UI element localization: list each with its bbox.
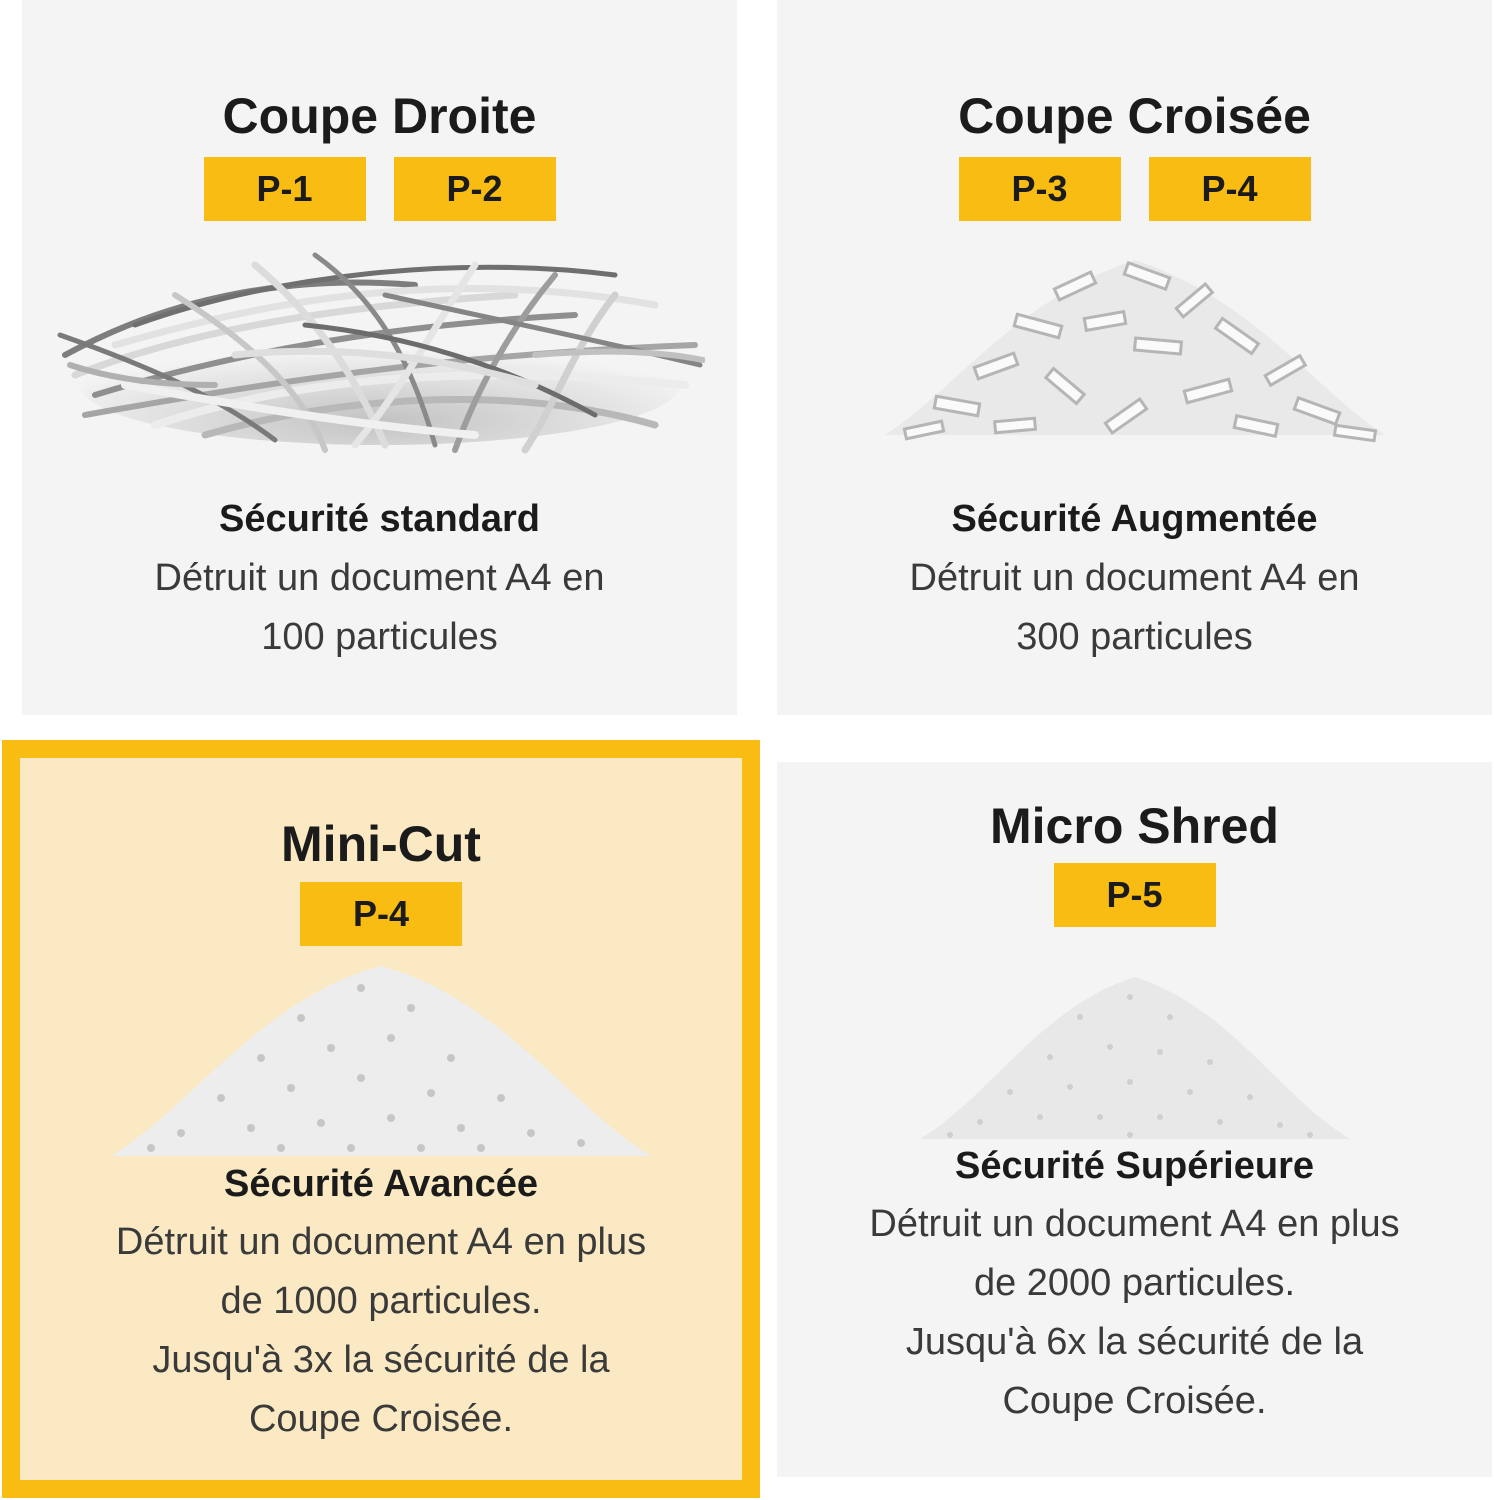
badge-p2: P-2	[394, 157, 556, 221]
description-line: Coupe Croisée.	[1002, 1380, 1267, 1422]
badge-p4: P-4	[300, 882, 462, 946]
description-line: 100 particules	[261, 616, 498, 658]
security-label: Sécurité Supérieure	[954, 1145, 1315, 1187]
security-label: Sécurité Avancée	[223, 1163, 539, 1205]
description	[20, 1213, 742, 1449]
description-line: Jusqu'à 6x la sécurité de la	[905, 1321, 1364, 1363]
card-title: Coupe Droite	[222, 88, 537, 144]
description-line: Détruit un document A4 en plus	[115, 1221, 647, 1263]
description	[22, 549, 737, 667]
description	[777, 549, 1492, 667]
badge-p5: P-5	[1054, 863, 1216, 927]
card-title: Mini-Cut	[281, 816, 481, 872]
card-title: Coupe Croisée	[958, 88, 1311, 144]
security-level-badges	[777, 863, 1492, 927]
badge-p1: P-1	[204, 157, 366, 221]
card-micro-shred	[777, 762, 1492, 1477]
badge-p3: P-3	[959, 157, 1121, 221]
micro-shred-pile-icon	[910, 967, 1360, 1147]
description-line: Coupe Croisée.	[248, 1398, 514, 1440]
description-line: Détruit un document A4 en	[909, 557, 1360, 599]
security-label: Sécurité standard	[219, 498, 540, 540]
card-mini-cut	[2, 740, 760, 1498]
description-line: Détruit un document A4 en	[154, 557, 605, 599]
badge-p4: P-4	[1149, 157, 1311, 221]
card-title: Micro Shred	[990, 798, 1279, 854]
security-level-badges	[777, 157, 1492, 221]
security-level-badges	[22, 157, 737, 221]
cross-cut-pile-icon	[875, 240, 1395, 450]
description-line: Détruit un document A4 en plus	[869, 1203, 1400, 1245]
security-label: Sécurité Augmentée	[951, 498, 1318, 540]
mini-cut-pile-icon	[101, 958, 661, 1168]
description-line: Jusqu'à 3x la sécurité de la	[152, 1339, 610, 1381]
card-coupe-croisee	[777, 0, 1492, 715]
straight-cut-strips-icon	[55, 235, 705, 455]
description-line: de 2000 particules.	[973, 1262, 1296, 1304]
description	[777, 1195, 1492, 1431]
card-coupe-droite	[22, 0, 737, 715]
security-level-badges	[20, 882, 742, 946]
description-line: 300 particules	[1016, 616, 1253, 658]
description-line: de 1000 particules.	[220, 1280, 542, 1322]
